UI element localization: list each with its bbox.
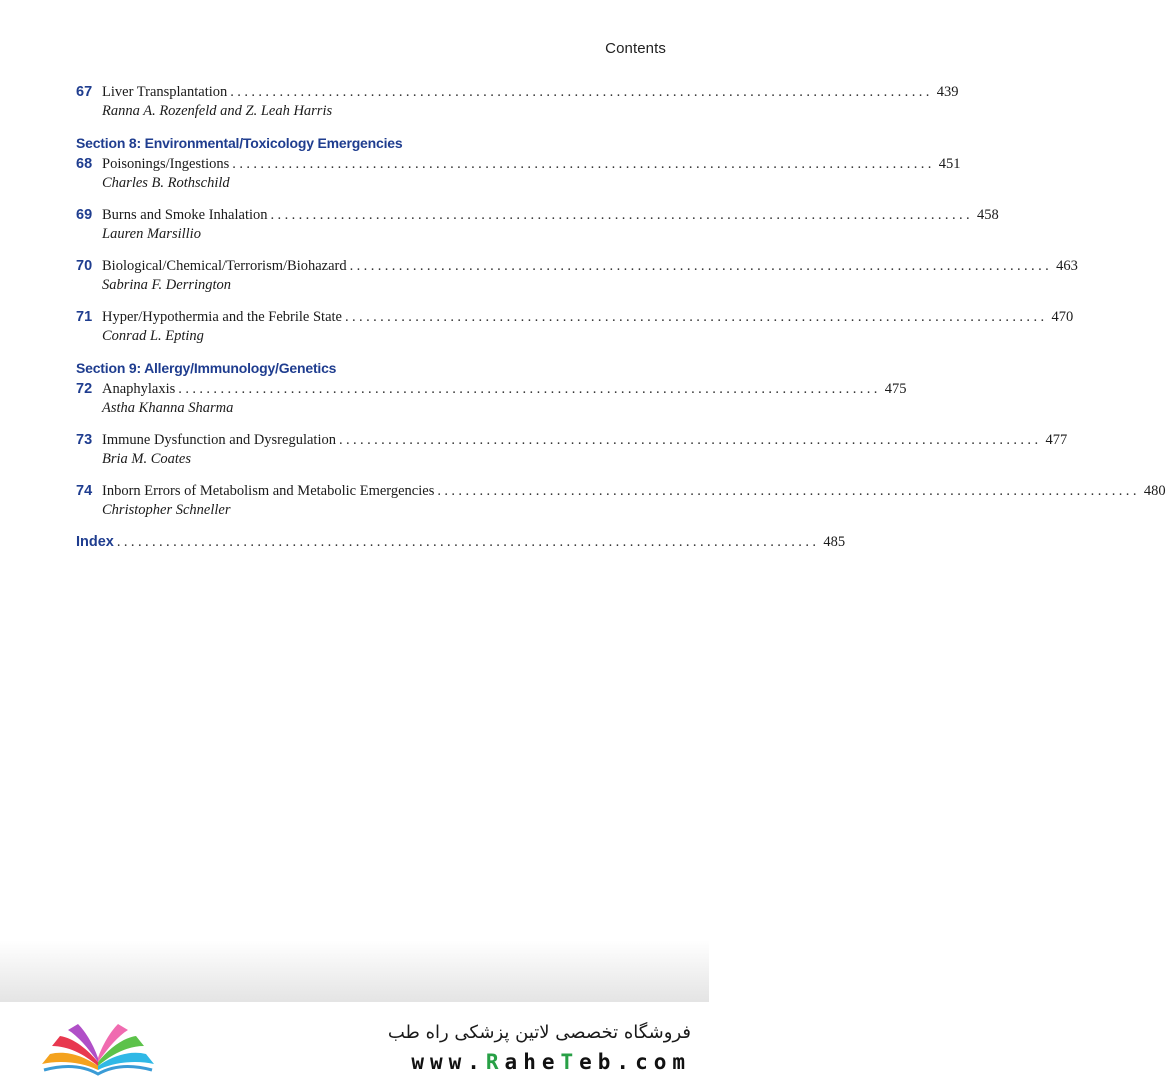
- dot-leader: ....................................................................................................: [230, 84, 933, 100]
- chapter-author: Sabrina F. Derrington: [102, 277, 232, 293]
- page-number: 480: [1143, 483, 1166, 499]
- page-number: 470: [1051, 309, 1074, 325]
- toc-entry-67[interactable]: [76, 82, 959, 121]
- chapter-number: 69: [76, 207, 93, 223]
- table-of-contents: [76, 82, 1166, 564]
- chapter-number: 71: [76, 309, 93, 325]
- dot-leader: ....................................................................................................: [116, 534, 820, 550]
- page-number: 451: [938, 156, 961, 172]
- chapter-number: 74: [76, 483, 93, 499]
- shop-name: فروشگاه تخصصی لاتین پزشکی راه طب: [387, 1022, 691, 1043]
- dot-leader: ....................................................................................................: [232, 156, 935, 172]
- chapter-number: 67: [76, 84, 93, 100]
- toc-entry-69[interactable]: [76, 205, 999, 244]
- page-number: 475: [884, 381, 907, 397]
- url-highlight-t: T: [560, 1050, 580, 1074]
- chapter-title: Immune Dysfunction and Dysregulation: [102, 432, 336, 448]
- dot-leader: ....................................................................................................: [349, 258, 1053, 274]
- open-book-logo-icon: [38, 1016, 158, 1076]
- chapter-title: Anaphylaxis: [102, 381, 176, 397]
- dot-leader: ....................................................................................................: [345, 309, 1048, 325]
- chapter-title: Liver Transplantation: [102, 84, 228, 100]
- section-heading-9: Section 9: Allergy/Immunology/Genetics: [76, 360, 337, 376]
- url-suffix: eb.com: [579, 1050, 691, 1074]
- toc-entry-index[interactable]: [76, 532, 846, 552]
- chapter-author: Christopher Schneller: [102, 502, 231, 518]
- toc-entry-73[interactable]: [76, 430, 1068, 469]
- chapter-author: Conrad L. Epting: [102, 328, 204, 344]
- dot-leader: ....................................................................................................: [270, 207, 974, 223]
- page-number: 439: [936, 84, 959, 100]
- toc-entry-72[interactable]: [76, 379, 907, 418]
- toc-entry-70[interactable]: [76, 256, 1078, 295]
- chapter-number: 73: [76, 432, 93, 448]
- page-number: 463: [1056, 258, 1078, 274]
- chapter-author: Lauren Marsillio: [102, 226, 201, 242]
- dot-leader: ....................................................................................................: [178, 381, 881, 397]
- chapter-author: Ranna A. Rozenfeld and Z. Leah Harris: [102, 103, 333, 119]
- dot-leader: ....................................................................................................: [437, 483, 1140, 499]
- url-middle: ahe: [504, 1050, 561, 1074]
- url-highlight-r: R: [485, 1050, 505, 1074]
- chapter-number: 68: [76, 156, 93, 172]
- section-heading-8: Section 8: Environmental/Toxicology Emergencies: [76, 135, 403, 151]
- page-number: 485: [823, 534, 846, 550]
- dot-leader: ....................................................................................................: [338, 432, 1042, 448]
- running-header: Contents: [605, 40, 666, 57]
- chapter-author: Bria M. Coates: [102, 451, 192, 467]
- page-number: 477: [1045, 432, 1068, 448]
- shop-url[interactable]: [411, 1050, 691, 1074]
- chapter-title: Poisonings/Ingestions: [102, 156, 230, 172]
- toc-entry-68[interactable]: [76, 154, 961, 193]
- chapter-author: Astha Khanna Sharma: [102, 400, 234, 416]
- page-number: 458: [977, 207, 999, 223]
- toc-entry-74[interactable]: [76, 481, 1166, 520]
- footer-banner: [0, 1002, 709, 1080]
- index-title: Index: [76, 534, 114, 550]
- url-prefix: www.: [411, 1050, 486, 1074]
- chapter-title: Biological/Chemical/Terrorism/Biohazard: [102, 258, 347, 274]
- chapter-title: Inborn Errors of Metabolism and Metabolic Emergencies: [102, 483, 435, 499]
- chapter-number: 72: [76, 381, 93, 397]
- page-bottom-shadow: [0, 940, 709, 1002]
- chapter-number: 70: [76, 258, 93, 274]
- chapter-title: Burns and Smoke Inhalation: [102, 207, 268, 223]
- toc-entry-71[interactable]: [76, 307, 1074, 346]
- chapter-title: Hyper/Hypothermia and the Febrile State: [102, 309, 342, 325]
- chapter-author: Charles B. Rothschild: [102, 175, 230, 191]
